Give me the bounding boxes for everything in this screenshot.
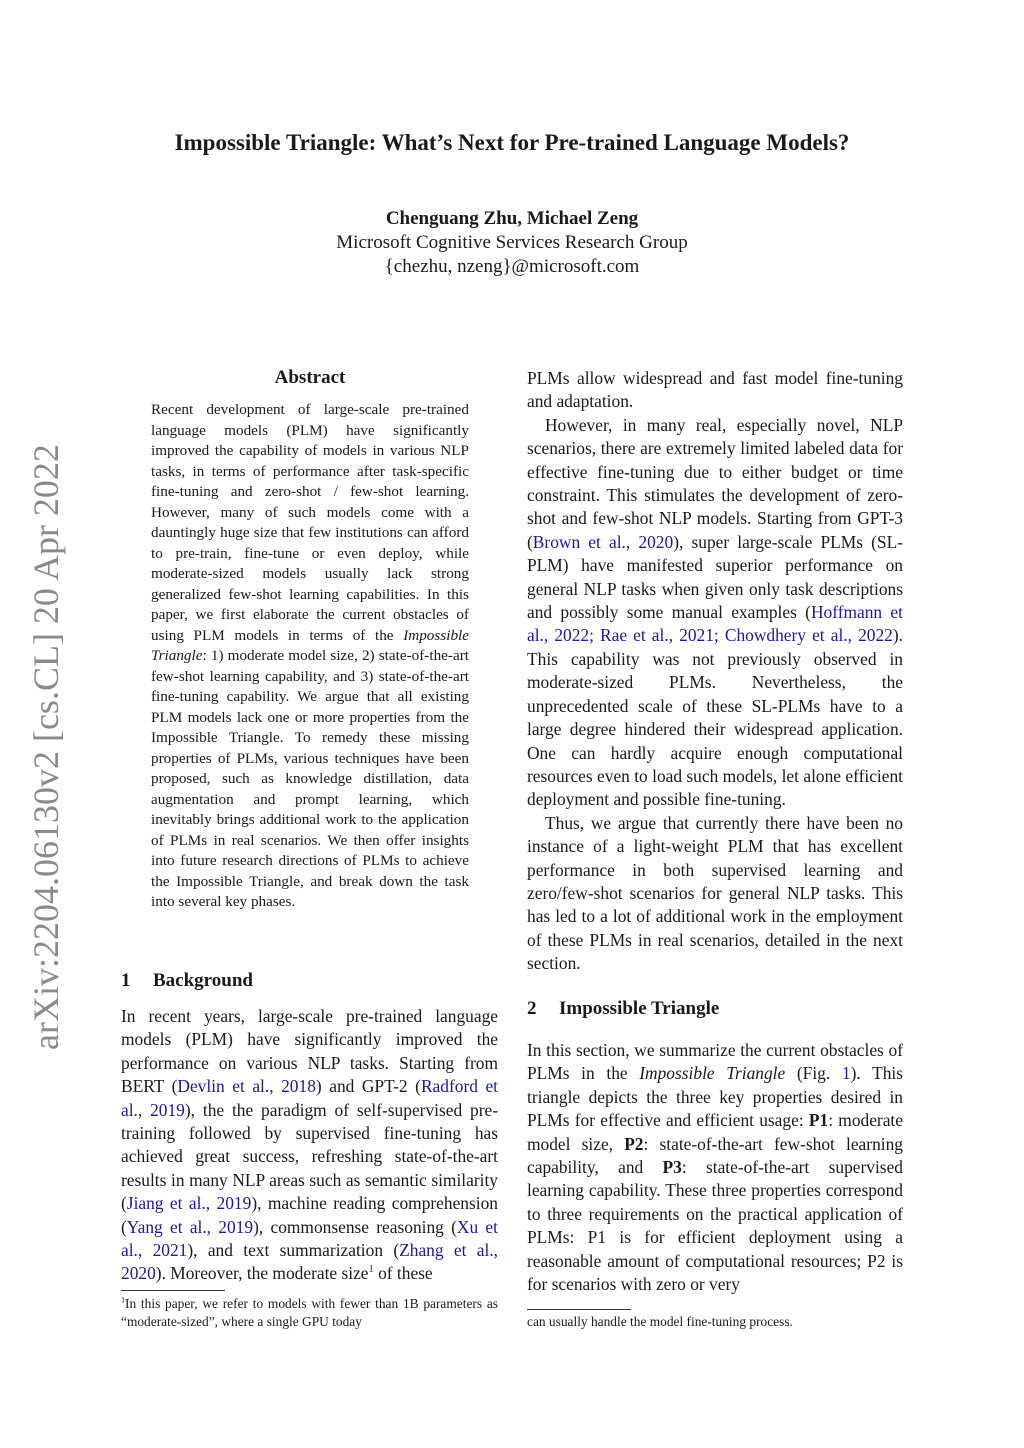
section-2-paragraph: In this section, we summarize the current obstacles of PLMs in the Impossible Triangle (Fig. 1). This triangle depicts the three key properties desired in PLMs for effective and efficient usage: P1: moderate model size, P2: state-of-the-art few-shot learning capability, and P3: state-of-the-art supervised learning capability. These three properties correspond to three requirements on the practical application of PLMs: P1 is for efficient deployment using a reasonable amount of computational resources; P2 is for scenarios with zero or very	[527, 1040, 903, 1295]
author-affiliation: Microsoft Cognitive Services Research Group	[336, 232, 688, 253]
footnote-1: $^1$In this paper, we refer to models with fewer than 1B parameters as “moderate-sized”, where a single GPU today	[121, 1295, 498, 1329]
footnote-divider	[121, 1290, 225, 1291]
section-1-paragraph: In recent years, large-scale pre-trained language models (PLM) have significantly improved the performance on various NLP tasks. Starting from BERT (Devlin et al., 2018) and GPT-2 (Radford et al., 2019), the the paradigm of self-supervised pre-training followed by supervised fine-tuning has achieved great success, refreshing state-of-the-art results in many NLP areas such as semantic similarity (Jiang et al., 2019), machine reading comprehension (Yang et al., 2019), commonsense reasoning (Xu et al., 2021), and text summarization (Zhang et al., 2020). Moreover, the moderate size$^1$ of these	[121, 1006, 499, 1284]
author-email: {chezhu, nzeng}@microsoft.com	[384, 256, 640, 277]
right-column	[527, 367, 903, 976]
paper-title: Impossible Triangle: What’s Next for Pre-trained Language Models?	[174, 130, 850, 155]
property-label-p1: P1	[808, 1110, 829, 1131]
section-2-number: 2	[527, 998, 537, 1019]
footnote-number: 1	[121, 1295, 126, 1305]
footnote-divider	[527, 1309, 631, 1310]
citation-link[interactable]: Brown et al., 2020	[532, 531, 674, 552]
author-names: Chenguang Zhu, Michael Zeng	[385, 208, 639, 229]
arxiv-sidebar-stamp: arXiv:2204.06130v2 [cs.CL] 20 Apr 2022	[26, 444, 66, 1050]
abstract-text: Recent development of large-scale pre-trained language models (PLM) have significantly improved the capability of models in various NLP tasks, in terms of performance after task-specific fine-tuning and zero-shot / few-shot learning. However, many of such models come with a dauntingly huge size that few institutions can afford to pre-train, fine-tune or even deploy, while moderate-sized models usually lack strong generalized few-shot learning capabilities. In this paper, we first elaborate the current obstacles of using PLM models in terms of the Impossible Triangle: 1) moderate model size, 2) state-of-the-art few-shot learning capability, and 3) state-of-the-art fine-tuning capability. We argue that all existing PLM models lack one or more properties from the Impossible Triangle. To remedy these missing properties of PLMs, various techniques have been proposed, such as knowledge distillation, data augmentation and prompt learning, which inevitably brings additional work to the application of PLMs in real scenarios. We then offer insights into future research directions of PLMs to achieve the Impossible Triangle, and break down the task into several key phases.	[151, 401, 469, 910]
section-1-heading	[121, 970, 253, 992]
abstract-emphasis: Impossible Triangle	[151, 626, 469, 664]
citation-link[interactable]: Devlin et al., 2018	[177, 1076, 316, 1097]
property-label-p3: P3	[662, 1157, 682, 1178]
citation-link[interactable]: Radford et al., 2019	[121, 1076, 499, 1120]
paragraph-continued: PLMs allow widespread and fast model fine-tuning and adaptation.	[527, 368, 903, 412]
section-2-title: Impossible Triangle	[559, 998, 720, 1019]
footnote-1-continued: can usually handle the model fine-tuning process.	[527, 1314, 793, 1329]
section-2-heading	[527, 998, 719, 1020]
citation-link[interactable]: Jiang et al., 2019	[126, 1193, 252, 1214]
citation-link[interactable]: Zhang et al., 2020	[121, 1240, 499, 1284]
abstract-heading: Abstract	[274, 367, 346, 388]
section-2-emphasis: Impossible Triangle	[639, 1063, 786, 1084]
paragraph-few-shot: However, in many real, especially novel, NLP scenarios, there are extremely limited labeled data for effective fine-tuning due to either budget or time constraint. This stimulates the development of zero-shot and few-shot NLP models. Starting from GPT-3 (Brown et al., 2020), super large-scale PLMs (SL-PLM) have manifested superior performance on general NLP tasks when given only task descriptions and possibly some manual examples (Hoffmann et al., 2022; Rae et al., 2021; Chowdhery et al., 2022). This capability was not previously observed in moderate-sized PLMs. Nevertheless, the unprecedented scale of these SL-PLMs have to a large degree hindered their widespread application. One can hardly acquire enough computational resources even to load such models, let alone efficient deployment and possible fine-tuning.	[527, 414, 903, 810]
citation-link[interactable]: Yang et al., 2019	[126, 1216, 254, 1237]
paragraph-argument: Thus, we argue that currently there have been no instance of a light-weight PLM that has excellent performance in both supervised learning and zero/few-shot scenarios for general NLP tasks. This has led to a lot of additional work in the employment of these PLMs in real scenarios, detailed in the next section.	[527, 812, 903, 974]
figure-ref-link[interactable]: 1	[841, 1063, 851, 1084]
citation-link[interactable]: Hoffmann et al., 2022; Rae et al., 2021; Chowdhery et al., 2022	[527, 602, 903, 646]
property-label-p2: P2	[624, 1133, 644, 1154]
citation-link[interactable]: Xu et al., 2021	[121, 1216, 498, 1261]
section-1-number: 1	[121, 970, 131, 991]
section-1-title: Background	[153, 970, 253, 991]
footnote-marker[interactable]: 1	[368, 1264, 374, 1276]
